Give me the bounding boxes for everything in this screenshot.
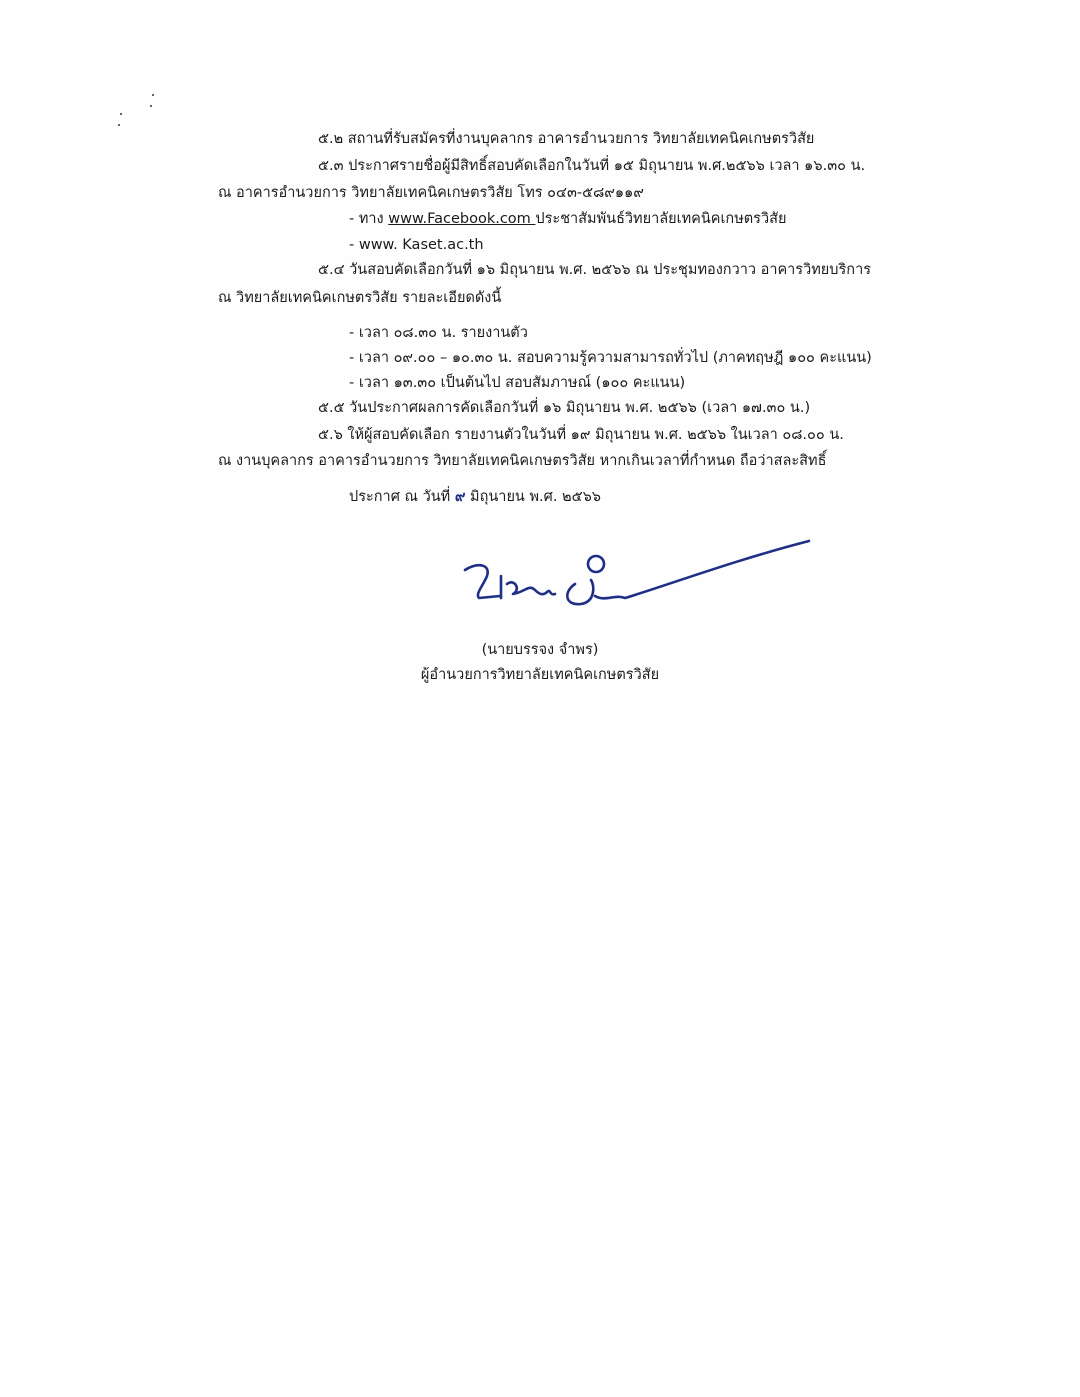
clause-5-3-facebook <box>349 209 786 229</box>
announcement-date <box>349 487 601 507</box>
schedule-item-interview: - เวลา ๑๓.๓๐ เป็นต้นไป สอบสัมภาษณ์ (๑๐๐ คะแนน) <box>349 375 686 391</box>
clause-5-3-location: ณ อาคารอำนวยการ วิทยาลัยเทคนิคเกษตรวิสัย โทร ๐๔๓-๕๘๙๑๑๙ <box>218 185 644 201</box>
schedule-item-checkin: - เวลา ๐๘.๓๐ น. รายงานตัว <box>349 325 528 341</box>
announce-day: ๙ <box>454 489 466 505</box>
announce-prefix: ประกาศ ณ วันที่ <box>349 489 455 505</box>
clause-5-5: ๕.๕ วันประกาศผลการคัดเลือกวันที่ ๑๖ มิถุนายน พ.ศ. ๒๕๖๖ (เวลา ๑๗.๓๐ น.) <box>318 400 811 416</box>
clause-5-3: ๕.๓ ประกาศรายชื่อผู้มีสิทธิ์สอบคัดเลือกในวันที่ ๑๕ มิถุนายน พ.ศ.๒๕๖๖ เวลา ๑๖.๓๐ น. <box>318 158 866 174</box>
document-page <box>95 55 990 1340</box>
clause-5-6: ๕.๖ ให้ผู้สอบคัดเลือก รายงานตัวในวันที่ ๑๙ มิถุนายน พ.ศ. ๒๕๖๖ ในเวลา ๐๘.๐๐ น. <box>318 427 844 443</box>
announce-suffix: มิถุนายน พ.ศ. ๒๕๖๖ <box>465 489 601 505</box>
scan-specks <box>115 92 165 132</box>
signatory-name: (นายบรรจง จำพร) <box>481 642 599 658</box>
signature <box>455 532 815 617</box>
schedule-item-written-exam: - เวลา ๐๙.๐๐ – ๑๐.๓๐ น. สอบความรู้ความสามารถทั่วไป (ภาคทฤษฎี ๑๐๐ คะแนน) <box>349 350 872 366</box>
clause-5-4-location: ณ วิทยาลัยเทคนิคเกษตรวิสัย รายละเอียดดังนี้ <box>218 290 502 306</box>
clause-5-4: ๕.๔ วันสอบคัดเลือกวันที่ ๑๖ มิถุนายน พ.ศ. ๒๕๖๖ ณ ประชุมทองกวาว อาคารวิทยบริการ <box>318 262 871 278</box>
signatory-title: ผู้อำนวยการวิทยาลัยเทคนิคเกษตรวิสัย <box>420 667 660 683</box>
facebook-link[interactable]: www.Facebook.com <box>388 211 536 227</box>
facebook-suffix: ประชาสัมพันธ์วิทยาลัยเทคนิคเกษตรวิสัย <box>535 211 787 227</box>
facebook-prefix: - ทาง <box>349 211 389 227</box>
clause-5-2: ๕.๒ สถานที่รับสมัครที่งานบุคลากร อาคารอำนวยการ วิทยาลัยเทคนิคเกษตรวิสัย <box>318 131 815 147</box>
clause-5-6-location: ณ งานบุคลากร อาคารอำนวยการ วิทยาลัยเทคนิคเกษตรวิสัย หากเกินเวลาที่กำหนด ถือว่าสละสิทธิ์ <box>218 453 827 469</box>
clause-5-3-website: - www. Kaset.ac.th <box>349 237 484 253</box>
